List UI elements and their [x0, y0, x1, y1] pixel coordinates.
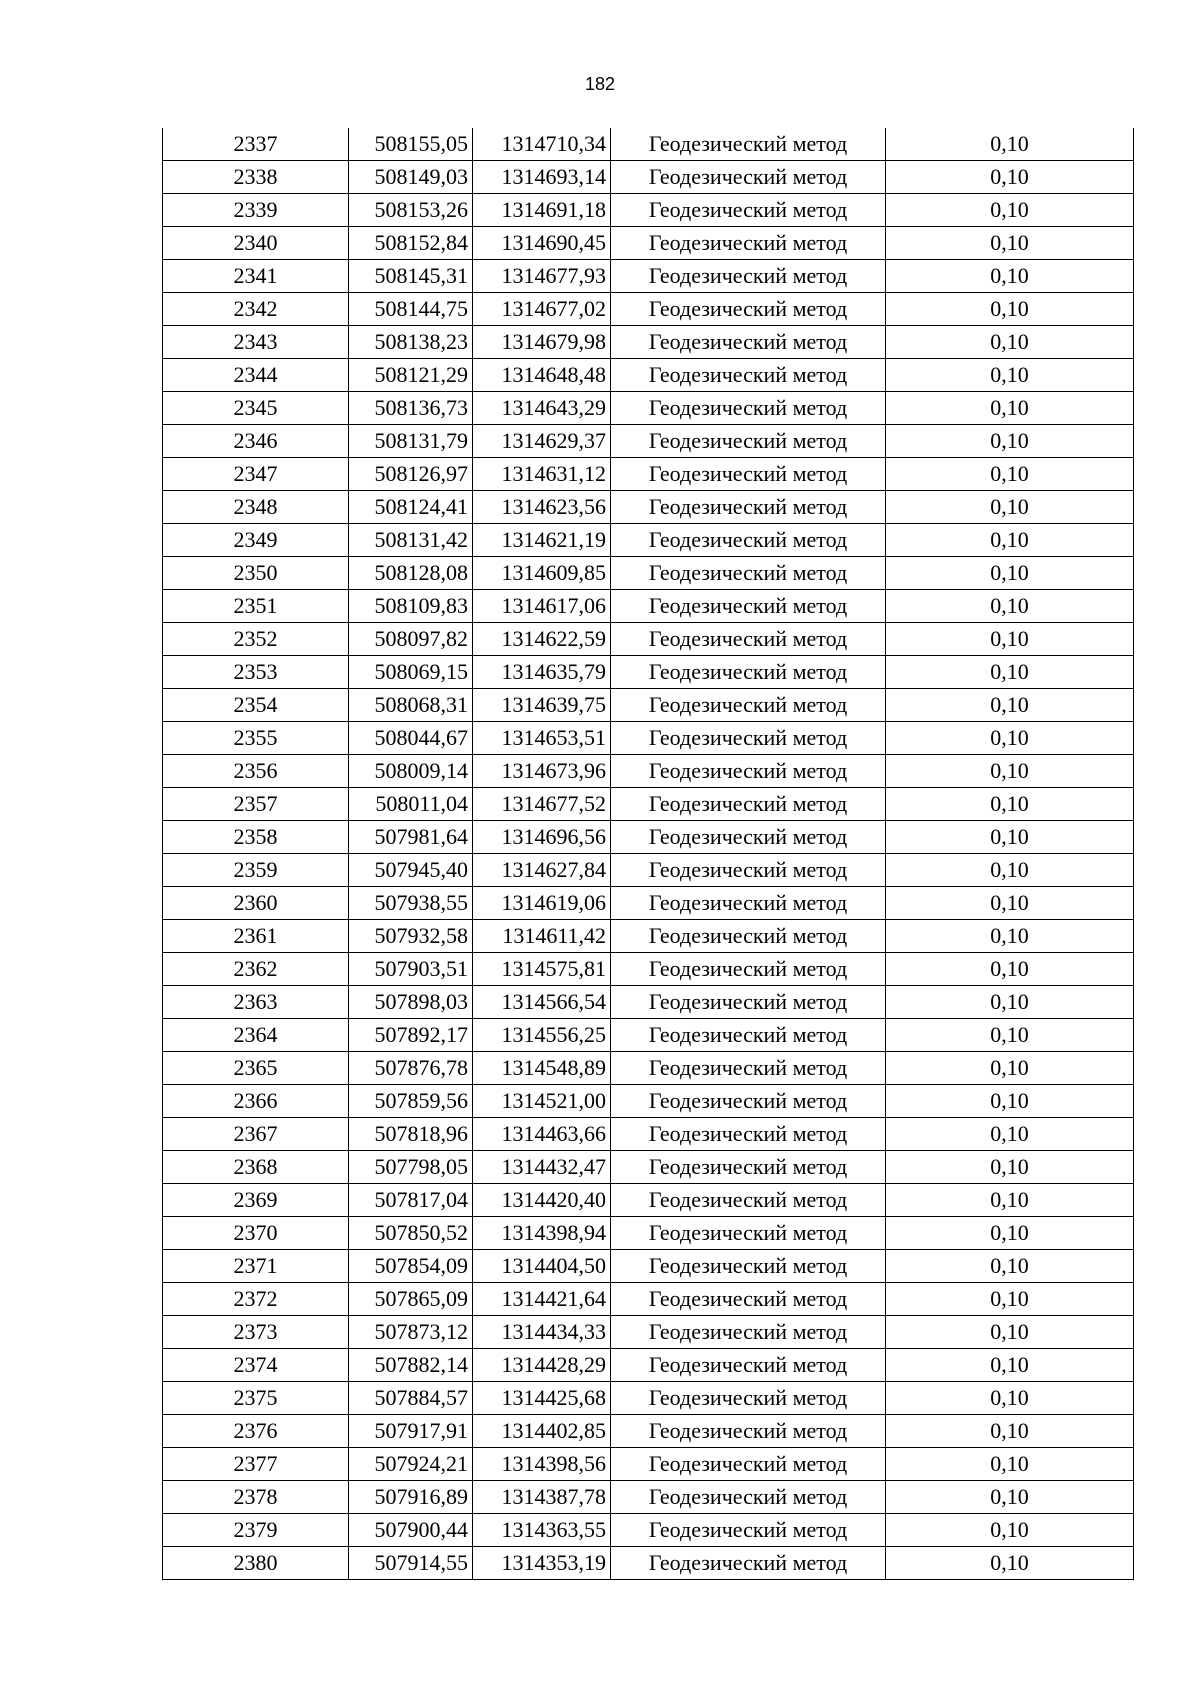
error-cell: 0,10	[886, 1217, 1134, 1250]
error-cell: 0,10	[886, 1481, 1134, 1514]
y-coordinate-cell: 1314434,33	[473, 1316, 611, 1349]
x-coordinate-cell: 507882,14	[349, 1349, 473, 1382]
x-coordinate-cell: 507917,91	[349, 1415, 473, 1448]
y-coordinate-cell: 1314609,85	[473, 557, 611, 590]
y-coordinate-cell: 1314428,29	[473, 1349, 611, 1382]
y-coordinate-cell: 1314643,29	[473, 392, 611, 425]
point-number-cell: 2372	[163, 1283, 349, 1316]
table-row	[163, 425, 1134, 458]
point-number-cell: 2374	[163, 1349, 349, 1382]
y-coordinate-cell: 1314420,40	[473, 1184, 611, 1217]
y-coordinate-cell: 1314677,02	[473, 293, 611, 326]
error-cell: 0,10	[886, 821, 1134, 854]
error-cell: 0,10	[886, 1547, 1134, 1580]
method-cell: Геодезический метод	[611, 590, 886, 623]
table-row	[163, 755, 1134, 788]
method-cell: Геодезический метод	[611, 1184, 886, 1217]
table-row	[163, 722, 1134, 755]
y-coordinate-cell: 1314631,12	[473, 458, 611, 491]
method-cell: Геодезический метод	[611, 1481, 886, 1514]
table-row	[163, 1151, 1134, 1184]
point-number-cell: 2361	[163, 920, 349, 953]
page-number: 182	[584, 74, 616, 94]
y-coordinate-cell: 1314398,56	[473, 1448, 611, 1481]
method-cell: Геодезический метод	[611, 689, 886, 722]
x-coordinate-cell: 508009,14	[349, 755, 473, 788]
x-coordinate-cell: 508121,29	[349, 359, 473, 392]
error-cell: 0,10	[886, 755, 1134, 788]
coordinates-table	[162, 128, 1134, 1580]
method-cell: Геодезический метод	[611, 854, 886, 887]
table-row	[163, 260, 1134, 293]
table-row	[163, 1547, 1134, 1580]
method-cell: Геодезический метод	[611, 161, 886, 194]
point-number-cell: 2379	[163, 1514, 349, 1547]
point-number-cell: 2340	[163, 227, 349, 260]
method-cell: Геодезический метод	[611, 293, 886, 326]
x-coordinate-cell: 507938,55	[349, 887, 473, 920]
y-coordinate-cell: 1314463,66	[473, 1118, 611, 1151]
x-coordinate-cell: 507898,03	[349, 986, 473, 1019]
error-cell: 0,10	[886, 887, 1134, 920]
table-row	[163, 1217, 1134, 1250]
point-number-cell: 2350	[163, 557, 349, 590]
error-cell: 0,10	[886, 458, 1134, 491]
y-coordinate-cell: 1314623,56	[473, 491, 611, 524]
error-cell: 0,10	[886, 524, 1134, 557]
point-number-cell: 2380	[163, 1547, 349, 1580]
error-cell: 0,10	[886, 986, 1134, 1019]
x-coordinate-cell: 508126,97	[349, 458, 473, 491]
point-number-cell: 2345	[163, 392, 349, 425]
method-cell: Геодезический метод	[611, 557, 886, 590]
table-row	[163, 590, 1134, 623]
point-number-cell: 2351	[163, 590, 349, 623]
point-number-cell: 2338	[163, 161, 349, 194]
y-coordinate-cell: 1314521,00	[473, 1085, 611, 1118]
y-coordinate-cell: 1314710,34	[473, 128, 611, 161]
point-number-cell: 2342	[163, 293, 349, 326]
table-row	[163, 128, 1134, 161]
error-cell: 0,10	[886, 623, 1134, 656]
y-coordinate-cell: 1314353,19	[473, 1547, 611, 1580]
x-coordinate-cell: 508149,03	[349, 161, 473, 194]
method-cell: Геодезический метод	[611, 623, 886, 656]
x-coordinate-cell: 508011,04	[349, 788, 473, 821]
method-cell: Геодезический метод	[611, 1118, 886, 1151]
point-number-cell: 2368	[163, 1151, 349, 1184]
x-coordinate-cell: 507916,89	[349, 1481, 473, 1514]
error-cell: 0,10	[886, 689, 1134, 722]
table-row	[163, 1514, 1134, 1547]
method-cell: Геодезический метод	[611, 359, 886, 392]
method-cell: Геодезический метод	[611, 128, 886, 161]
table-row	[163, 1415, 1134, 1448]
method-cell: Геодезический метод	[611, 326, 886, 359]
method-cell: Геодезический метод	[611, 722, 886, 755]
y-coordinate-cell: 1314648,48	[473, 359, 611, 392]
error-cell: 0,10	[886, 1283, 1134, 1316]
point-number-cell: 2344	[163, 359, 349, 392]
error-cell: 0,10	[886, 1448, 1134, 1481]
x-coordinate-cell: 507914,55	[349, 1547, 473, 1580]
point-number-cell: 2363	[163, 986, 349, 1019]
x-coordinate-cell: 507859,56	[349, 1085, 473, 1118]
y-coordinate-cell: 1314635,79	[473, 656, 611, 689]
y-coordinate-cell: 1314629,37	[473, 425, 611, 458]
x-coordinate-cell: 508128,08	[349, 557, 473, 590]
error-cell: 0,10	[886, 1514, 1134, 1547]
error-cell: 0,10	[886, 1085, 1134, 1118]
coordinates-table-body	[163, 128, 1134, 1580]
point-number-cell: 2357	[163, 788, 349, 821]
point-number-cell: 2364	[163, 1019, 349, 1052]
x-coordinate-cell: 507798,05	[349, 1151, 473, 1184]
y-coordinate-cell: 1314566,54	[473, 986, 611, 1019]
error-cell: 0,10	[886, 128, 1134, 161]
table-row	[163, 161, 1134, 194]
point-number-cell: 2353	[163, 656, 349, 689]
x-coordinate-cell: 507854,09	[349, 1250, 473, 1283]
method-cell: Геодезический метод	[611, 1415, 886, 1448]
point-number-cell: 2356	[163, 755, 349, 788]
x-coordinate-cell: 508131,42	[349, 524, 473, 557]
method-cell: Геодезический метод	[611, 1448, 886, 1481]
method-cell: Геодезический метод	[611, 1250, 886, 1283]
method-cell: Геодезический метод	[611, 194, 886, 227]
error-cell: 0,10	[886, 1415, 1134, 1448]
method-cell: Геодезический метод	[611, 656, 886, 689]
method-cell: Геодезический метод	[611, 821, 886, 854]
x-coordinate-cell: 507818,96	[349, 1118, 473, 1151]
point-number-cell: 2348	[163, 491, 349, 524]
error-cell: 0,10	[886, 557, 1134, 590]
y-coordinate-cell: 1314679,98	[473, 326, 611, 359]
point-number-cell: 2370	[163, 1217, 349, 1250]
error-cell: 0,10	[886, 293, 1134, 326]
table-row	[163, 788, 1134, 821]
error-cell: 0,10	[886, 590, 1134, 623]
y-coordinate-cell: 1314677,52	[473, 788, 611, 821]
y-coordinate-cell: 1314387,78	[473, 1481, 611, 1514]
point-number-cell: 2369	[163, 1184, 349, 1217]
point-number-cell: 2339	[163, 194, 349, 227]
error-cell: 0,10	[886, 359, 1134, 392]
method-cell: Геодезический метод	[611, 986, 886, 1019]
x-coordinate-cell: 508124,41	[349, 491, 473, 524]
method-cell: Геодезический метод	[611, 227, 886, 260]
x-coordinate-cell: 508155,05	[349, 128, 473, 161]
table-row	[163, 359, 1134, 392]
table-row	[163, 392, 1134, 425]
table-row	[163, 491, 1134, 524]
error-cell: 0,10	[886, 1382, 1134, 1415]
method-cell: Геодезический метод	[611, 953, 886, 986]
method-cell: Геодезический метод	[611, 1316, 886, 1349]
error-cell: 0,10	[886, 260, 1134, 293]
x-coordinate-cell: 507900,44	[349, 1514, 473, 1547]
error-cell: 0,10	[886, 392, 1134, 425]
y-coordinate-cell: 1314691,18	[473, 194, 611, 227]
x-coordinate-cell: 507932,58	[349, 920, 473, 953]
method-cell: Геодезический метод	[611, 1019, 886, 1052]
error-cell: 0,10	[886, 1151, 1134, 1184]
table-row	[163, 689, 1134, 722]
method-cell: Геодезический метод	[611, 524, 886, 557]
point-number-cell: 2346	[163, 425, 349, 458]
y-coordinate-cell: 1314673,96	[473, 755, 611, 788]
error-cell: 0,10	[886, 656, 1134, 689]
error-cell: 0,10	[886, 194, 1134, 227]
y-coordinate-cell: 1314575,81	[473, 953, 611, 986]
table-row	[163, 194, 1134, 227]
x-coordinate-cell: 507865,09	[349, 1283, 473, 1316]
point-number-cell: 2367	[163, 1118, 349, 1151]
table-row	[163, 1019, 1134, 1052]
method-cell: Геодезический метод	[611, 1151, 886, 1184]
table-row	[163, 326, 1134, 359]
error-cell: 0,10	[886, 491, 1134, 524]
point-number-cell: 2349	[163, 524, 349, 557]
method-cell: Геодезический метод	[611, 1052, 886, 1085]
error-cell: 0,10	[886, 722, 1134, 755]
table-row	[163, 920, 1134, 953]
x-coordinate-cell: 508152,84	[349, 227, 473, 260]
x-coordinate-cell: 508153,26	[349, 194, 473, 227]
error-cell: 0,10	[886, 227, 1134, 260]
y-coordinate-cell: 1314548,89	[473, 1052, 611, 1085]
table-row	[163, 1085, 1134, 1118]
x-coordinate-cell: 507873,12	[349, 1316, 473, 1349]
y-coordinate-cell: 1314677,93	[473, 260, 611, 293]
y-coordinate-cell: 1314402,85	[473, 1415, 611, 1448]
y-coordinate-cell: 1314363,55	[473, 1514, 611, 1547]
error-cell: 0,10	[886, 425, 1134, 458]
table-row	[163, 227, 1134, 260]
x-coordinate-cell: 508109,83	[349, 590, 473, 623]
method-cell: Геодезический метод	[611, 1217, 886, 1250]
y-coordinate-cell: 1314653,51	[473, 722, 611, 755]
point-number-cell: 2341	[163, 260, 349, 293]
point-number-cell: 2343	[163, 326, 349, 359]
x-coordinate-cell: 508097,82	[349, 623, 473, 656]
x-coordinate-cell: 507817,04	[349, 1184, 473, 1217]
x-coordinate-cell: 507884,57	[349, 1382, 473, 1415]
table-row	[163, 293, 1134, 326]
table-row	[163, 1283, 1134, 1316]
error-cell: 0,10	[886, 1019, 1134, 1052]
method-cell: Геодезический метод	[611, 1382, 886, 1415]
error-cell: 0,10	[886, 920, 1134, 953]
point-number-cell: 2376	[163, 1415, 349, 1448]
point-number-cell: 2378	[163, 1481, 349, 1514]
x-coordinate-cell: 508131,79	[349, 425, 473, 458]
point-number-cell: 2347	[163, 458, 349, 491]
method-cell: Геодезический метод	[611, 1085, 886, 1118]
table-row	[163, 1481, 1134, 1514]
point-number-cell: 2366	[163, 1085, 349, 1118]
table-row	[163, 1382, 1134, 1415]
error-cell: 0,10	[886, 788, 1134, 821]
point-number-cell: 2371	[163, 1250, 349, 1283]
x-coordinate-cell: 507876,78	[349, 1052, 473, 1085]
point-number-cell: 2359	[163, 854, 349, 887]
method-cell: Геодезический метод	[611, 491, 886, 524]
table-row	[163, 623, 1134, 656]
error-cell: 0,10	[886, 953, 1134, 986]
table-row	[163, 1052, 1134, 1085]
point-number-cell: 2373	[163, 1316, 349, 1349]
method-cell: Геодезический метод	[611, 260, 886, 293]
point-number-cell: 2354	[163, 689, 349, 722]
error-cell: 0,10	[886, 1250, 1134, 1283]
x-coordinate-cell: 507892,17	[349, 1019, 473, 1052]
table-row	[163, 1250, 1134, 1283]
x-coordinate-cell: 508044,67	[349, 722, 473, 755]
y-coordinate-cell: 1314404,50	[473, 1250, 611, 1283]
table-row	[163, 821, 1134, 854]
y-coordinate-cell: 1314619,06	[473, 887, 611, 920]
y-coordinate-cell: 1314627,84	[473, 854, 611, 887]
x-coordinate-cell: 508144,75	[349, 293, 473, 326]
x-coordinate-cell: 508069,15	[349, 656, 473, 689]
point-number-cell: 2352	[163, 623, 349, 656]
y-coordinate-cell: 1314693,14	[473, 161, 611, 194]
x-coordinate-cell: 508068,31	[349, 689, 473, 722]
error-cell: 0,10	[886, 1316, 1134, 1349]
point-number-cell: 2355	[163, 722, 349, 755]
table-row	[163, 854, 1134, 887]
x-coordinate-cell: 507903,51	[349, 953, 473, 986]
y-coordinate-cell: 1314425,68	[473, 1382, 611, 1415]
method-cell: Геодезический метод	[611, 458, 886, 491]
error-cell: 0,10	[886, 161, 1134, 194]
y-coordinate-cell: 1314617,06	[473, 590, 611, 623]
x-coordinate-cell: 508138,23	[349, 326, 473, 359]
method-cell: Геодезический метод	[611, 1547, 886, 1580]
y-coordinate-cell: 1314696,56	[473, 821, 611, 854]
error-cell: 0,10	[886, 326, 1134, 359]
point-number-cell: 2337	[163, 128, 349, 161]
y-coordinate-cell: 1314621,19	[473, 524, 611, 557]
method-cell: Геодезический метод	[611, 788, 886, 821]
table-row	[163, 458, 1134, 491]
error-cell: 0,10	[886, 1184, 1134, 1217]
method-cell: Геодезический метод	[611, 1283, 886, 1316]
point-number-cell: 2362	[163, 953, 349, 986]
y-coordinate-cell: 1314398,94	[473, 1217, 611, 1250]
y-coordinate-cell: 1314639,75	[473, 689, 611, 722]
x-coordinate-cell: 507850,52	[349, 1217, 473, 1250]
x-coordinate-cell: 508136,73	[349, 392, 473, 425]
error-cell: 0,10	[886, 1052, 1134, 1085]
point-number-cell: 2375	[163, 1382, 349, 1415]
y-coordinate-cell: 1314421,64	[473, 1283, 611, 1316]
method-cell: Геодезический метод	[611, 1514, 886, 1547]
y-coordinate-cell: 1314622,59	[473, 623, 611, 656]
table-row	[163, 557, 1134, 590]
point-number-cell: 2365	[163, 1052, 349, 1085]
x-coordinate-cell: 507981,64	[349, 821, 473, 854]
error-cell: 0,10	[886, 1118, 1134, 1151]
x-coordinate-cell: 508145,31	[349, 260, 473, 293]
table-row	[163, 1118, 1134, 1151]
table-row	[163, 1349, 1134, 1382]
table-row	[163, 524, 1134, 557]
method-cell: Геодезический метод	[611, 755, 886, 788]
point-number-cell: 2360	[163, 887, 349, 920]
table-row	[163, 953, 1134, 986]
method-cell: Геодезический метод	[611, 425, 886, 458]
error-cell: 0,10	[886, 1349, 1134, 1382]
y-coordinate-cell: 1314611,42	[473, 920, 611, 953]
x-coordinate-cell: 507945,40	[349, 854, 473, 887]
point-number-cell: 2358	[163, 821, 349, 854]
y-coordinate-cell: 1314690,45	[473, 227, 611, 260]
method-cell: Геодезический метод	[611, 392, 886, 425]
table-row	[163, 1184, 1134, 1217]
point-number-cell: 2377	[163, 1448, 349, 1481]
table-row	[163, 986, 1134, 1019]
table-row	[163, 1448, 1134, 1481]
method-cell: Геодезический метод	[611, 920, 886, 953]
y-coordinate-cell: 1314432,47	[473, 1151, 611, 1184]
method-cell: Геодезический метод	[611, 1349, 886, 1382]
table-row	[163, 656, 1134, 689]
table-row	[163, 887, 1134, 920]
x-coordinate-cell: 507924,21	[349, 1448, 473, 1481]
y-coordinate-cell: 1314556,25	[473, 1019, 611, 1052]
table-row	[163, 1316, 1134, 1349]
method-cell: Геодезический метод	[611, 887, 886, 920]
error-cell: 0,10	[886, 854, 1134, 887]
